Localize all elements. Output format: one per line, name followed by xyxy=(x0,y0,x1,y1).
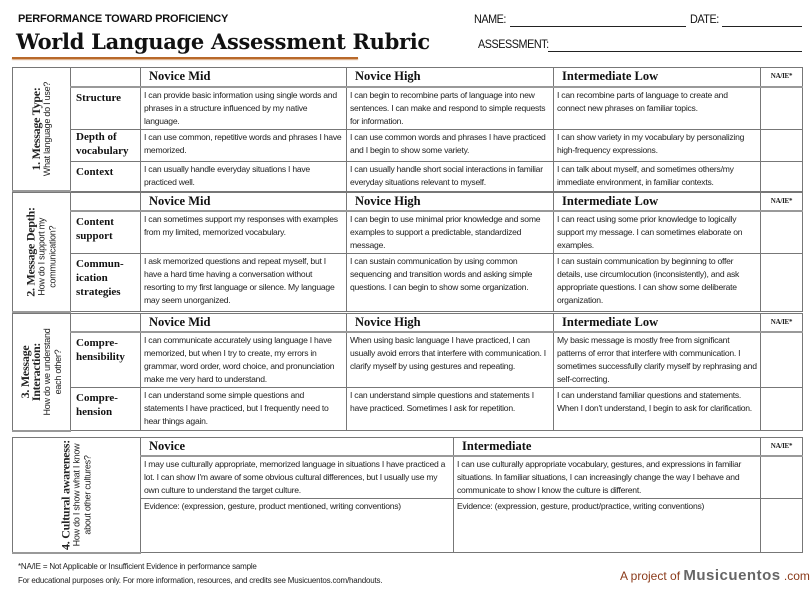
evidence-cell[interactable]: Evidence: (expression, gesture, product/practice, writing conventions) xyxy=(454,499,761,553)
musicuentos-logo: A project of Musicuentos .com xyxy=(620,567,810,584)
criterion: Structure xyxy=(71,87,141,130)
na-cell[interactable] xyxy=(761,87,803,130)
table-row xyxy=(13,87,803,130)
na-header: NA/IE* xyxy=(761,438,803,457)
na-cell[interactable] xyxy=(761,388,803,431)
rubric-section-message-type xyxy=(12,67,803,192)
descriptor-cell[interactable]: I can use common, repetitive words and phrases I have memorized. xyxy=(141,129,347,161)
credits-note: For educational purposes only. For more information, resources, and credits see Musicuentos.com/handouts. xyxy=(18,576,383,585)
descriptor-cell[interactable]: When using basic language I have practiced, I can usually avoid errors that interfere with communication. I clarify myself by using gestures and repeating. xyxy=(347,332,554,388)
criterion: Context xyxy=(71,161,141,191)
na-footnote: *NA/IE = Not Applicable or Insufficient Evidence in performance sample xyxy=(18,562,257,571)
name-field[interactable] xyxy=(510,26,686,27)
level-header: Novice Mid xyxy=(141,193,347,212)
table-row xyxy=(13,254,803,312)
descriptor-cell[interactable]: I can react using some prior knowledge to logically support my message. I can sometimes elaborate on examples. xyxy=(554,211,761,254)
descriptor-cell[interactable]: I can usually handle everyday situations I have practiced well. xyxy=(141,161,347,191)
rubric-section-cultural-awareness xyxy=(12,437,803,554)
descriptor-cell[interactable]: I can understand simple questions and statements I have practiced. Sometimes I ask for repetition. xyxy=(347,388,554,431)
assessment-field[interactable] xyxy=(548,51,802,52)
section-label: 3. Message Interaction: How do we understand each other? xyxy=(13,314,71,431)
descriptor-cell[interactable]: I can use common words and phrases I have practiced and I begin to show some variety. xyxy=(347,129,554,161)
level-header: Intermediate xyxy=(454,438,761,457)
descriptor-cell[interactable]: I can begin to recombine parts of language into new sentences. I can make and respond to simple requests for information. xyxy=(347,87,554,130)
descriptor-cell[interactable]: I can usually handle short social interactions in familiar everyday situations relevant to myself. xyxy=(347,161,554,191)
title-underline xyxy=(12,57,358,59)
date-field[interactable] xyxy=(722,26,802,27)
level-header: Intermediate Low xyxy=(554,68,761,87)
na-cell[interactable] xyxy=(761,456,803,499)
na-cell[interactable] xyxy=(761,332,803,388)
evidence-cell[interactable]: Evidence: (expression, gesture, product mentioned, writing conventions) xyxy=(141,499,454,553)
na-header: NA/IE* xyxy=(761,314,803,333)
criterion: Compre- hension xyxy=(71,388,141,431)
rubric-section-message-interaction xyxy=(12,313,803,432)
na-header: NA/IE* xyxy=(761,193,803,212)
section-label: 2. Message Depth: How do I support my communication? xyxy=(13,193,71,312)
level-header: Novice High xyxy=(347,193,554,212)
name-label: NAME: xyxy=(474,12,506,26)
descriptor-cell[interactable]: I can recombine parts of language to create and connect new phrases on familiar topics. xyxy=(554,87,761,130)
descriptor-cell[interactable]: I can use culturally appropriate vocabulary, gestures, and expressions in familiar situations. In familiar situations, I can increasingly change the way I behave and communicate to show I know the culture is different. xyxy=(454,456,761,499)
descriptor-cell[interactable]: My basic message is mostly free from significant patterns of error that interfere with communication. I sometimes successfully clarify myself by rephrasing and self-correcting. xyxy=(554,332,761,388)
table-row xyxy=(13,332,803,388)
descriptor-cell[interactable]: I can understand some simple questions and statements I have practiced, but I frequently need to hear things again. xyxy=(141,388,347,431)
criterion: Content support xyxy=(71,211,141,254)
page-title: World Language Assessment Rubric xyxy=(16,29,430,54)
na-cell[interactable] xyxy=(761,129,803,161)
descriptor-cell[interactable]: I can sustain communication by beginning to offer details, use circumlocution (inconsistently), and ask appropriate questions. I can show some deliberate organization. xyxy=(554,254,761,312)
na-header: NA/IE* xyxy=(761,68,803,87)
descriptor-cell[interactable]: I can begin to use minimal prior knowledge and some examples to support a predictable, standardized message. xyxy=(347,211,554,254)
level-header: Novice Mid xyxy=(141,68,347,87)
level-header: Novice Mid xyxy=(141,314,347,333)
na-cell[interactable] xyxy=(761,211,803,254)
level-header: Novice High xyxy=(347,68,554,87)
descriptor-cell[interactable]: I can sometimes support my responses with examples from my limited, memorized vocabulary. xyxy=(141,211,347,254)
date-label: DATE: xyxy=(690,12,719,26)
na-cell[interactable] xyxy=(761,254,803,312)
descriptor-cell[interactable]: I can talk about myself, and sometimes others/my immediate environment, in familiar contexts. xyxy=(554,161,761,191)
level-header: Intermediate Low xyxy=(554,314,761,333)
criterion: Compre- hensibility xyxy=(71,332,141,388)
descriptor-cell[interactable]: I can communicate accurately using language I have memorized, but when I try to create, my errors in grammar, word order, word choice, and pronunciation make me very hard to understand. xyxy=(141,332,347,388)
criterion: Commun- ication strategies xyxy=(71,254,141,312)
section-label: 4. Cultural awareness: How do I show what I know about other cultures? xyxy=(13,438,141,553)
section-label: 1. Message Type: What language do I use? xyxy=(13,68,71,192)
level-header: Novice xyxy=(141,438,454,457)
descriptor-cell[interactable]: I can show variety in my vocabulary by personalizing high-frequency expressions. xyxy=(554,129,761,161)
table-row xyxy=(13,211,803,254)
descriptor-cell[interactable]: I can provide basic information using single words and phrases in a structure influenced by my native language. xyxy=(141,87,347,130)
descriptor-cell[interactable]: I ask memorized questions and repeat myself, but I have a hard time having a conversation without resorting to my first language or silence. My language may seem unorganized. xyxy=(141,254,347,312)
rubric-section-message-depth xyxy=(12,192,803,313)
table-row xyxy=(13,388,803,431)
supertitle: PERFORMANCE TOWARD PROFICIENCY xyxy=(18,13,229,25)
table-row xyxy=(13,161,803,191)
level-header: Intermediate Low xyxy=(554,193,761,212)
criterion: Depth of vocabulary xyxy=(71,129,141,161)
na-cell[interactable] xyxy=(761,161,803,191)
descriptor-cell[interactable]: I may use culturally appropriate, memorized language in situations I have practiced a lot. I can show I'm aware of some obvious cultural differences, but I usually use my own culture to understand the target culture. xyxy=(141,456,454,499)
assessment-label: ASSESSMENT: xyxy=(478,37,549,51)
level-header: Novice High xyxy=(347,314,554,333)
descriptor-cell[interactable]: I can sustain communication by using common sequencing and transition words and asking simple questions. I can begin to show some organization. xyxy=(347,254,554,312)
descriptor-cell[interactable]: I can understand familiar questions and statements. When I don't understand, I begin to ask for clarification. xyxy=(554,388,761,431)
na-cell[interactable] xyxy=(761,499,803,553)
table-row xyxy=(13,129,803,161)
